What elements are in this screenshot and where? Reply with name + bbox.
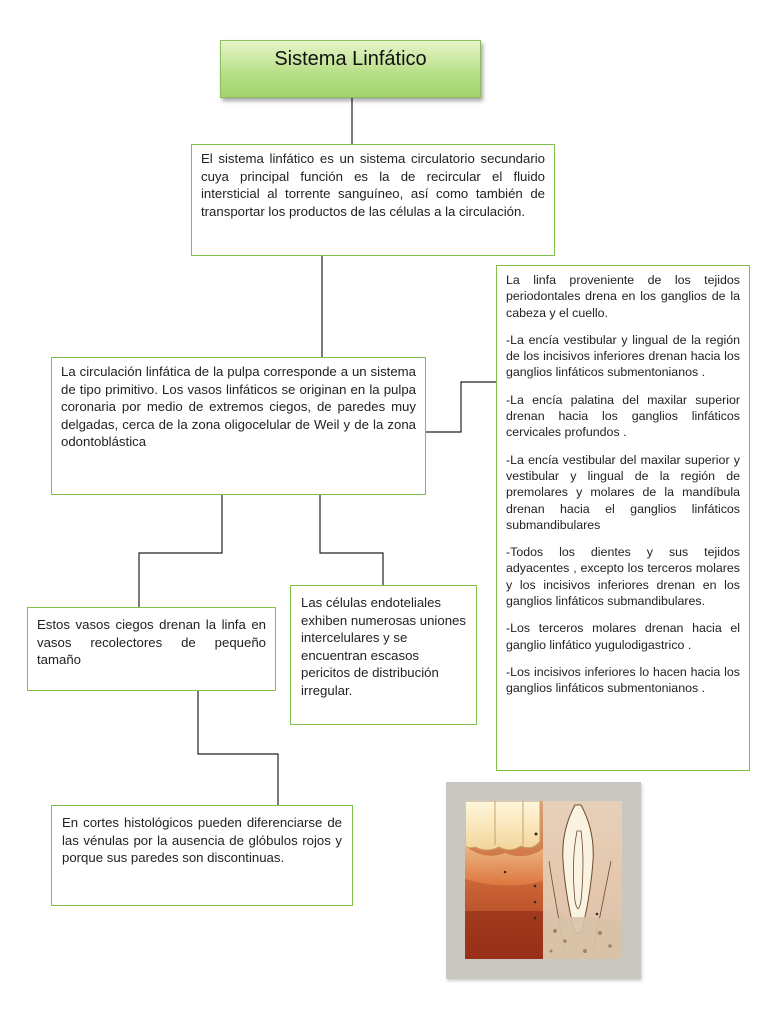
tooth-section-image (465, 801, 622, 959)
endothelial-box (290, 585, 477, 725)
intro-box (191, 144, 555, 256)
connector-pulp-blind (139, 495, 222, 608)
drainage-box (496, 265, 750, 771)
pulp-circulation-text: La circulación linfática de la pulpa corresponde a un sistema de tipo primitivo. Los vasos linfáticos se originan en la pulpa coronaria por medio de extremos ciegos, de paredes muy delgadas, cerca de la zona oligocelular de Weil y de la zona odontoblástica (61, 364, 416, 449)
blind-vessels-text: Estos vasos ciegos drenan la linfa en vasos recolectores de pequeño tamaño (37, 617, 266, 667)
intro-text: El sistema linfático es un sistema circulatorio secundario cuya principal función es la de recircular el fluido intersticial al torrente sanguíneo, así como también de transportar los productos de las células a la circulación. (201, 151, 545, 219)
blind-vessels-box (27, 607, 276, 691)
drainage-item: -Todos los dientes y sus tejidos adyacentes , excepto los terceros molares y los incisivos inferiores drenan en los ganglios linfáticos submandibulares. (506, 545, 740, 609)
connector-pulp-drainage (426, 382, 496, 432)
connector-pulp-endothelial (320, 495, 383, 586)
drainage-item: -Los incisivos inferiores lo hacen hacia los ganglios linfáticos submentonianos . (506, 664, 740, 696)
pulp-circulation-box (51, 357, 426, 495)
tooth-section-photo-frame (446, 782, 641, 979)
endothelial-text: Las células endoteliales exhiben numerosas uniones intercelulares y se encuentran escasos pericitos de distribución irregular. (301, 595, 466, 698)
drainage-item: -La encía vestibular del maxilar superior y vestibular y lingual de la región de premolares y molares de la mandíbula drenan hacia el ganglios linfáticos submandibulares (506, 452, 740, 532)
diagram-title-text: Sistema Linfático (274, 47, 427, 70)
histology-text: En cortes histológicos pueden diferenciarse de las vénulas por la ausencia de glóbulos rojos y porque sus paredes son discontinuas. (62, 815, 342, 865)
drainage-item: La linfa proveniente de los tejidos periodontales drena en los ganglios de la cabeza y el cuello. (506, 273, 740, 320)
diagram-title (220, 40, 481, 98)
connector-blind-histology (198, 690, 278, 806)
histology-box (51, 805, 353, 906)
drainage-item: -La encía vestibular y lingual de la región de los incisivos inferiores drenan hacia los ganglios linfáticos submentonianos . (506, 332, 740, 380)
drainage-item: -Los terceros molares drenan hacia el ganglio linfático yugulodigastrico . (506, 621, 740, 652)
drainage-item: -La encía palatina del maxilar superior drenan hacia los ganglios linfáticos cervicales profundos . (506, 392, 740, 440)
